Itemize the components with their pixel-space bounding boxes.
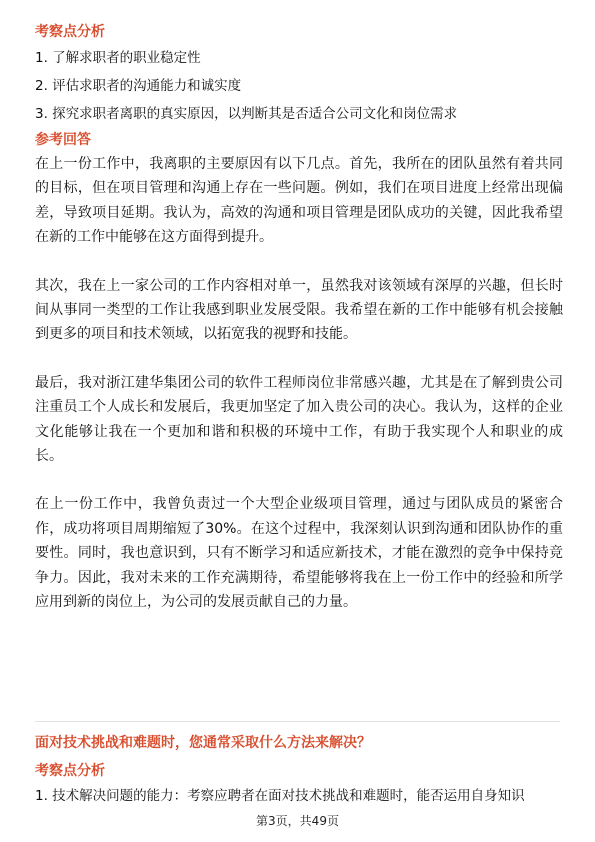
answer-paragraph: 在上一份工作中，我曾负责过一个大型企业级项目管理，通过与团队成员的紧密合作，成功将项目周期缩短了30%。在这个过程中，我深刻认识到沟通和团队协作的重要性。同时，我也意识到，只有不断学习和适应新技术，才能在激烈的竞争中保持竞争力。因此，我对未来的工作充满期待，希望能够将我在上一份工作中的经验和所学应用到新的岗位上，为公司的发展贡献自己的力量。 xyxy=(35,496,563,611)
page-content xyxy=(35,22,563,615)
answer-paragraph: 在上一份工作中，我离职的主要原因有以下几点。首先，我所在的团队虽然有着共同的目标，但在项目管理和沟通上存在一些问题。例如，我们在项目进度上经常出现偏差，导致项目延期。我认为，高效的沟通和项目管理是团队成功的关键，因此我希望在新的工作中能够在这方面得到提升。 xyxy=(35,156,563,246)
answer-heading: 参考回答 xyxy=(35,132,91,148)
analysis-item: 1. 了解求职者的职业稳定性 xyxy=(35,50,201,66)
analysis-item: 2. 评估求职者的沟通能力和诚实度 xyxy=(35,78,242,94)
section-divider xyxy=(35,721,560,722)
page-number: 第3页，共49页 xyxy=(256,814,339,828)
analysis-item: 3. 探究求职者离职的真实原因，以判断其是否适合公司文化和岗位需求 xyxy=(35,106,458,122)
analysis-item: 1. 技术解决问题的能力：考察应聘者在面对技术挑战和难题时，能否运用自身知识 xyxy=(35,788,525,804)
question-heading: 面对技术挑战和难题时，您通常采取什么方法来解决？ xyxy=(35,735,371,751)
analysis-heading: 考察点分析 xyxy=(35,763,105,779)
answer-paragraph: 最后，我对浙江建华集团公司的软件工程师岗位非常感兴趣，尤其是在了解到贵公司注重员工个人成长和发展后，我更加坚定了加入贵公司的决心。我认为，这样的企业文化能够让我在一个更加和谐和积极的环境中工作，有助于我实现个人和职业的成长。 xyxy=(35,374,563,465)
answer-paragraph: 其次，我在上一家公司的工作内容相对单一，虽然我对该领域有深厚的兴趣，但长时间从事同一类型的工作让我感到职业发展受限。我希望在新的工作中能够有机会接触到更多的项目和技术领域，以拓宽我的视野和技能。 xyxy=(35,277,563,343)
analysis-heading: 考察点分析 xyxy=(35,24,105,40)
next-question-block xyxy=(35,733,563,806)
